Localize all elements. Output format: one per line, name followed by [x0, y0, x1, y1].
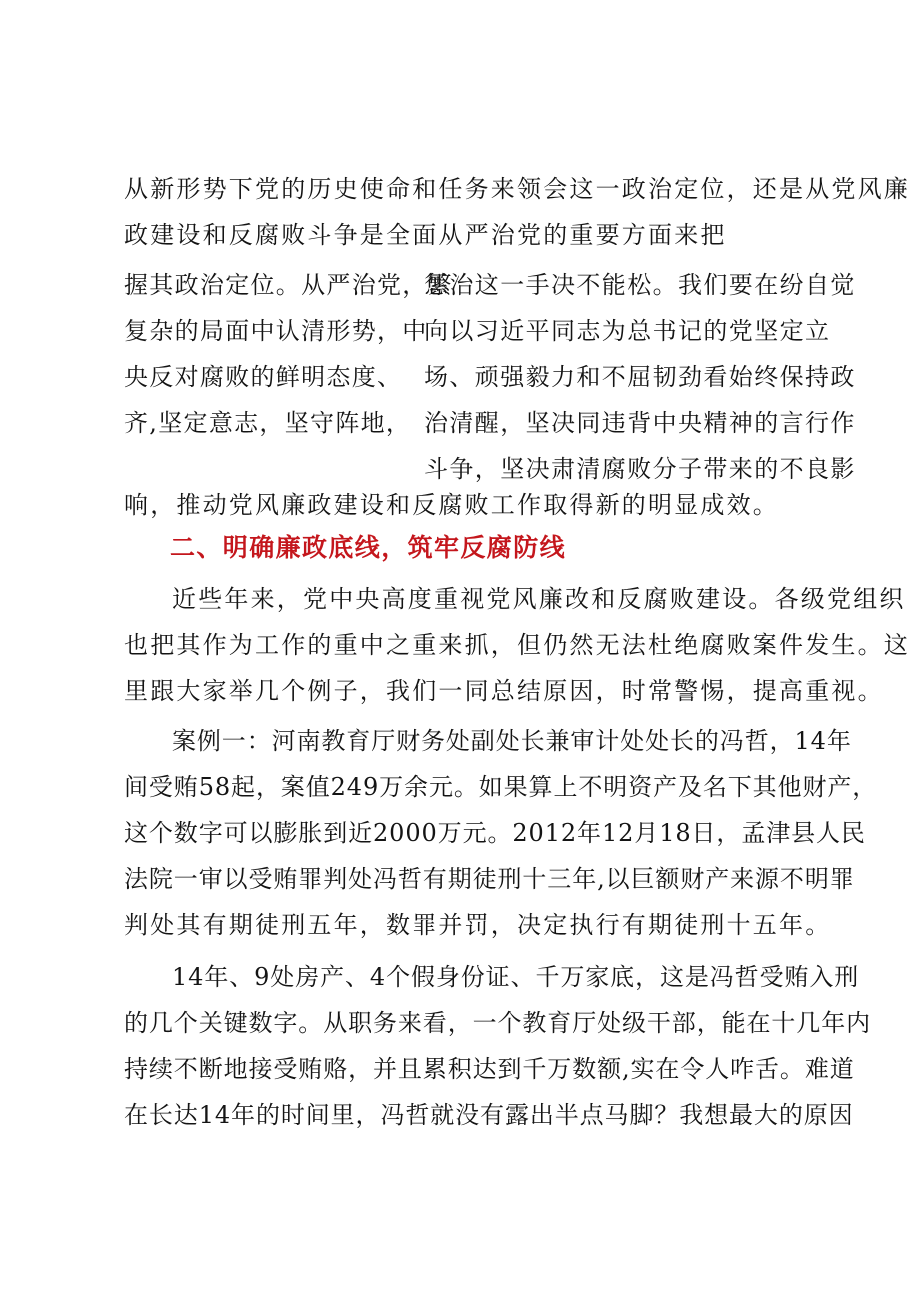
paragraph-line: 也把其作为工作的重中之重来抓，但仍然无法杜绝腐败案件发生。这 [124, 631, 910, 659]
intro-line: 政建设和反腐败斗争是全面从严治党的重要方面来把 [124, 221, 727, 249]
right-column-line: 治清醒，坚决同违背中央精神的言行作 [424, 409, 856, 437]
case-line: 这个数字可以膨胀到近2000万元。2012年12月18日，孟津县人民 [124, 819, 866, 847]
right-column-line: 斗争，坚决肃清腐败分子带来的不良影 [424, 455, 856, 483]
case-line: 法院一审以受贿罪判处冯哲有期徒刑十三年,以巨额财产来源不明罪 [124, 865, 855, 893]
paragraph-line: 的几个关键数字。从职务来看，一个教育厅处级干部，能在十几年内 [124, 1009, 871, 1037]
left-column-line: 央反对腐败的鲜明态度、 [124, 363, 403, 391]
left-column-line: 齐,坚定意志，坚守阵地， [124, 409, 412, 437]
case-line: 判处其有期徒刑五年，数罪并罚，决定执行有期徒刑十五年。 [124, 911, 832, 939]
paragraph-line: 在长达14年的时间里，冯哲就没有露出半点马脚？我想最大的原因 [124, 1101, 854, 1129]
paragraph-line: 持续不断地接受贿赂，并且累积达到千万数额,实在令人咋舌。难道 [124, 1055, 855, 1083]
case-line: 案例一：河南教育厅财务处副处长兼审计处处长的冯哲，14年 [172, 727, 852, 755]
paragraph-line: 近些年来，党中央高度重视党风廉改和反腐败建设。各级党组织 [172, 585, 906, 613]
left-column-line: 复杂的局面中认清形势，中 [124, 317, 428, 345]
section-heading: 二、明确廉政底线，筑牢反腐防线 [170, 533, 567, 562]
case-line: 间受贿58起，案值249万余元。如果算上不明资产及名下其他财产， [124, 773, 878, 801]
right-column-line: 向以习近平同志为总书记的党坚定立 [424, 317, 831, 345]
left-column-line: 握其政治定位。从严治党，繁 [124, 271, 453, 299]
intro-line: 从新形势下党的历史使命和任务来领会这一政治定位，还是从党风廉 [124, 175, 910, 203]
right-column-line: 场、顽强毅力和不屈韧劲看始终保持政 [424, 363, 856, 391]
right-column-line: 惩治这一手决不能松。我们要在纷自觉 [424, 271, 856, 299]
paragraph-line: 里跟大家举几个例子，我们一同总结原因，时常警惕，提高重视。 [124, 677, 884, 705]
paragraph-line: 14年、9处房产、4个假身份证、千万家底，这是冯哲受贿入刑 [172, 963, 860, 991]
after-columns-line: 响，推动党风廉政建设和反腐败工作取得新的明显成效。 [124, 491, 779, 519]
